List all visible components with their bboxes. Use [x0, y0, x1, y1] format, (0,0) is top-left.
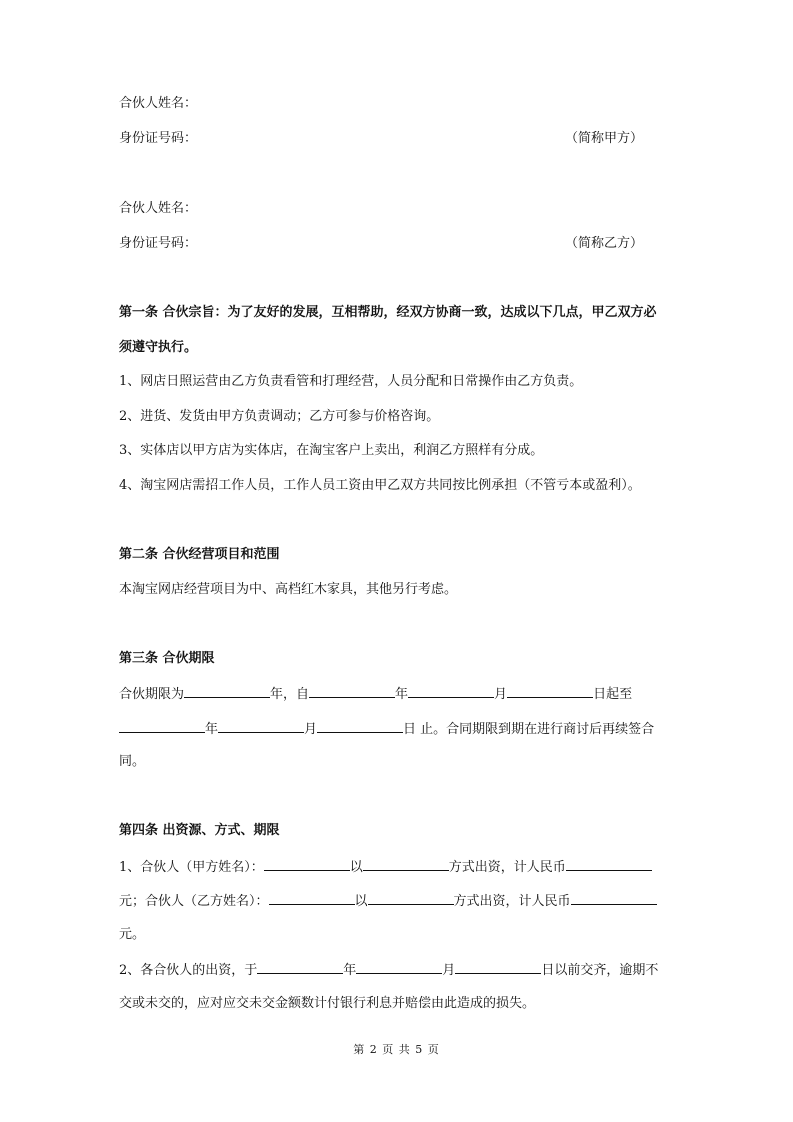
article3-l1-text-e: 日起至 [593, 687, 633, 702]
start-day-blank[interactable] [507, 685, 593, 698]
deadline-day-blank[interactable] [455, 961, 541, 974]
article4-p1-text-a: 1、合伙人（甲方姓名）： [119, 860, 264, 875]
article4-p1-text-c: 方式出资，计人民币 [448, 860, 566, 875]
article3-line2 [119, 720, 654, 738]
article1-item-2: 2、进货、发货由甲方负责调动；乙方可参与价格咨询。 [119, 409, 440, 424]
party-a-id-label: 身份证号码： [119, 131, 198, 146]
article1-heading-line1: 第一条 合伙宗旨：为了友好的发展，互相帮助，经双方协商一致，达成以下几点，甲乙双方必 [119, 305, 657, 320]
article1-item-1: 1、网店日照运营由乙方负责看管和打理经营，人员分配和日常操作由乙方负责。 [119, 374, 583, 389]
party-b-method-blank[interactable] [368, 892, 454, 905]
article4-p2-text-c: 方式出资，计人民币 [453, 894, 571, 909]
article3-l1-text-a: 合伙期限为 [119, 687, 185, 702]
term-years-blank[interactable] [184, 685, 270, 698]
party-b-name-label: 合伙人姓名： [119, 201, 198, 216]
party-b-abbr: （简称乙方） [565, 236, 644, 251]
article4-line5: 交或未交的，应对应交未交金额数计付银行利息并赔偿由此造成的损失。 [119, 996, 536, 1011]
article4-line3: 元。 [119, 927, 146, 942]
article4-p4-text-b: 年 [343, 963, 357, 978]
article1-item-3: 3、实体店以甲方店为实体店，在淘宝客户上卖出，利润乙方照样有分成。 [119, 443, 544, 458]
deadline-year-blank[interactable] [257, 961, 343, 974]
party-a-abbr: （简称甲方） [565, 131, 644, 146]
start-year-blank[interactable] [309, 685, 395, 698]
article4-line4 [119, 961, 658, 979]
page-number-footer: 第 2 页 共 5 页 [353, 1043, 440, 1056]
article1-item-4: 4、淘宝网店需招工作人员，工作人员工资由甲乙双方共同按比例承担（不管亏本或盈利）。 [119, 478, 641, 493]
article3-heading: 第三条 合伙期限 [119, 651, 215, 666]
end-day-blank[interactable] [317, 720, 403, 733]
party-b-id-label: 身份证号码： [119, 236, 198, 251]
article2-heading: 第二条 合伙经营项目和范围 [119, 547, 280, 562]
article4-line2 [119, 892, 657, 910]
article3-l1-text-c: 年 [395, 687, 409, 702]
end-month-blank[interactable] [218, 720, 304, 733]
party-b-amount-blank[interactable] [571, 892, 657, 905]
article2-text: 本淘宝网店经营项目为中、高档红木家具，其他另行考虑。 [119, 582, 458, 597]
article4-heading: 第四条 出资源、方式、期限 [119, 823, 280, 838]
article3-l2-text-b: 月 [304, 722, 318, 737]
article4-p4-text-a: 2、各合伙人的出资，于 [119, 963, 258, 978]
article4-p2-text-a: 元；合伙人（乙方姓名）： [119, 894, 269, 909]
article3-l2-text-a: 年 [205, 722, 219, 737]
party-a-amount-blank[interactable] [566, 858, 652, 871]
article4-p4-text-d: 日以前交齐，逾期不 [541, 963, 659, 978]
article4-p4-text-c: 月 [442, 963, 456, 978]
article1-heading-line2: 须遵守执行。 [119, 340, 198, 355]
article4-p2-text-b: 以 [354, 894, 368, 909]
party-a-name-label: 合伙人姓名： [119, 96, 198, 111]
end-year-blank[interactable] [119, 720, 205, 733]
article3-line1 [119, 685, 632, 703]
party-b-name-blank[interactable] [269, 892, 355, 905]
party-a-name-blank[interactable] [264, 858, 350, 871]
article4-p1-text-b: 以 [349, 860, 363, 875]
article3-line3: 同。 [119, 754, 146, 769]
article3-l1-text-d: 月 [494, 687, 508, 702]
start-month-blank[interactable] [408, 685, 494, 698]
party-a-method-blank[interactable] [363, 858, 449, 871]
article4-line1 [119, 858, 652, 876]
article3-l2-text-c: 日 止。合同期限到期在进行商讨后再续签合 [403, 722, 655, 737]
article3-l1-text-b: 年，自 [270, 687, 310, 702]
deadline-month-blank[interactable] [356, 961, 442, 974]
